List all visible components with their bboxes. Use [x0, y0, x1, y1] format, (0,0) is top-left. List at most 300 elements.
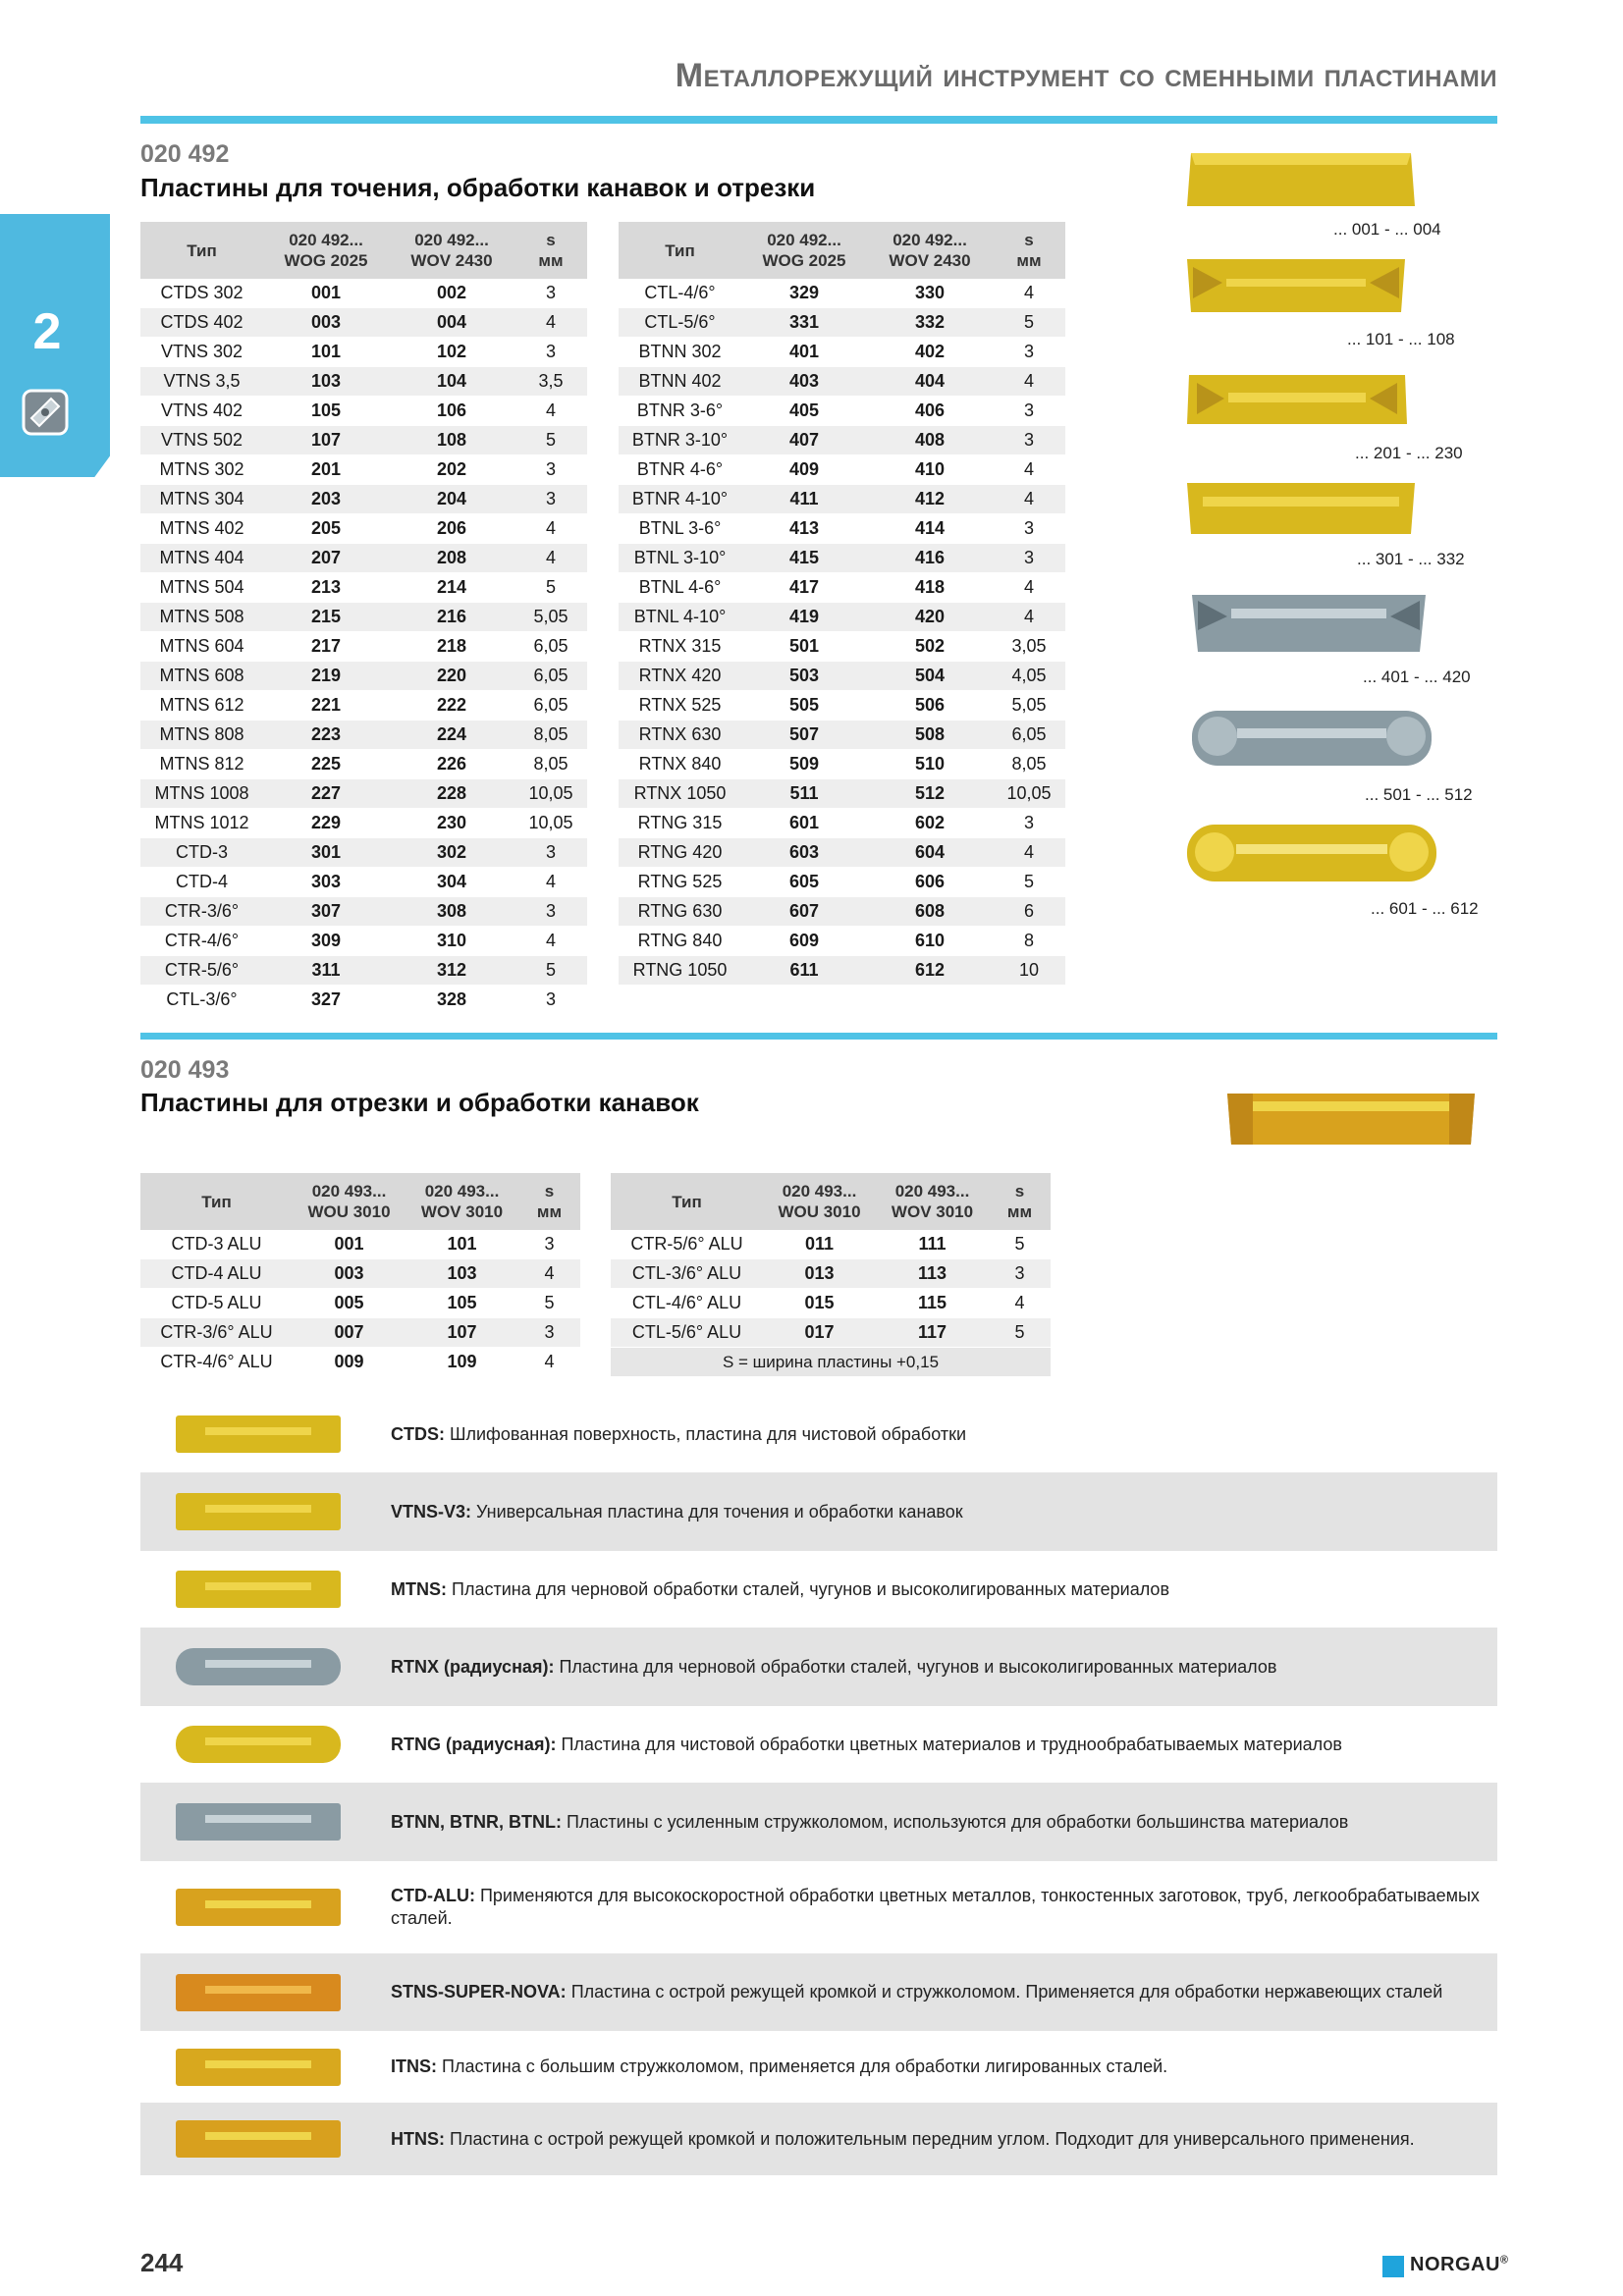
s-cell: 5: [989, 1230, 1051, 1259]
s-cell: 5: [989, 1318, 1051, 1348]
brand-name: NORGAU: [1410, 2254, 1500, 2275]
insert-type-name: CTD-ALU:: [391, 1885, 475, 1905]
table-row: [140, 1348, 580, 1377]
insert-image-ctds: [1183, 149, 1419, 210]
s-cell: 5: [993, 868, 1065, 897]
table-row: [619, 603, 1065, 632]
table-row: [619, 455, 1065, 485]
code-cell-2: 202: [389, 455, 514, 485]
insert-type-description: Пластина с большим стружколомом, применяется для обработки лигированных сталей.: [437, 2056, 1168, 2076]
code-cell-2: 102: [389, 338, 514, 367]
table-row: [140, 750, 587, 779]
type-cell: VTNS 3,5: [140, 367, 263, 397]
code-cell-1: 603: [741, 838, 867, 868]
s-cell: 10,05: [993, 779, 1065, 809]
code-cell-1: 405: [741, 397, 867, 426]
code-cell-2: 408: [867, 426, 993, 455]
header-rule: [140, 116, 1497, 124]
col-code-2: 020 493... WOV 3010: [406, 1173, 518, 1230]
code-cell-2: 414: [867, 514, 993, 544]
code-cell-1: 611: [741, 956, 867, 986]
code-cell-1: 307: [263, 897, 389, 927]
type-cell: BTNL 4-10°: [619, 603, 741, 632]
code-cell-2: 302: [389, 838, 514, 868]
s-cell: 3: [514, 338, 587, 367]
table-row: [140, 838, 587, 868]
s-cell: 4: [514, 397, 587, 426]
code-cell-1: 001: [293, 1230, 406, 1259]
table-row: [611, 1318, 1051, 1348]
s-cell: 3: [993, 338, 1065, 367]
type-cell: RTNG 315: [619, 809, 741, 838]
table-row: [619, 897, 1065, 927]
type-cell: VTNS 302: [140, 338, 263, 367]
table-row: [619, 779, 1065, 809]
s-cell: 4: [993, 603, 1065, 632]
code-cell-2: 105: [406, 1289, 518, 1318]
insert-type-description: Пластина с острой режущей кромкой и стружколомом. Применяется для обработки нержавеющих сталей: [566, 1982, 1443, 2002]
code-cell-1: 331: [741, 308, 867, 338]
col-s: s мм: [514, 222, 587, 279]
type-cell: CTL-5/6°: [619, 308, 741, 338]
code-cell-2: 216: [389, 603, 514, 632]
code-cell-1: 227: [263, 779, 389, 809]
section1-table-left: [140, 222, 587, 1015]
code-cell-2: 330: [867, 279, 993, 308]
type-cell: BTNN 302: [619, 338, 741, 367]
s-cell: 3: [993, 514, 1065, 544]
table-row: [140, 868, 587, 897]
type-cell: CTL-3/6° ALU: [611, 1259, 763, 1289]
table-row: [140, 897, 587, 927]
s-cell: 8,05: [993, 750, 1065, 779]
col-type: Тип: [140, 222, 263, 279]
col-s: s мм: [993, 222, 1065, 279]
table-row: [140, 544, 587, 573]
type-cell: BTNL 3-10°: [619, 544, 741, 573]
table-row: [140, 956, 587, 986]
type-cell: MTNS 604: [140, 632, 263, 662]
code-cell-1: 009: [293, 1348, 406, 1377]
description-row: [140, 1860, 1497, 1953]
code-cell-2: 304: [389, 868, 514, 897]
s-cell: 3: [989, 1259, 1051, 1289]
code-cell-1: 005: [293, 1289, 406, 1318]
table-row: [619, 308, 1065, 338]
code-cell-1: 225: [263, 750, 389, 779]
insert-type-name: RTNX (радиусная):: [391, 1656, 555, 1677]
type-cell: CTD-5 ALU: [140, 1289, 293, 1318]
code-cell-1: 415: [741, 544, 867, 573]
s-cell: 8,05: [514, 750, 587, 779]
description-text: [391, 1981, 1481, 2003]
code-cell-2: 606: [867, 868, 993, 897]
code-cell-2: 214: [389, 573, 514, 603]
s-cell: 4: [514, 544, 587, 573]
insert-label: ... 601 - ... 612: [1371, 899, 1479, 918]
description-text: [391, 1578, 1481, 1601]
code-cell-1: 409: [741, 455, 867, 485]
code-cell-1: 011: [763, 1230, 876, 1259]
insert-type-name: HTNS:: [391, 2128, 445, 2149]
description-text: [391, 2128, 1481, 2151]
insert-image-btn: [1188, 587, 1430, 656]
section1-title: Пластины для точения, обработки канавок и отрезки: [140, 173, 816, 202]
insert-image-ctd: [1183, 479, 1419, 538]
insert-type-description: Пластина для черновой обработки сталей, чугунов и высоколигированных материалов: [554, 1656, 1277, 1677]
code-cell-2: 512: [867, 779, 993, 809]
type-cell: MTNS 608: [140, 662, 263, 691]
brand-logo-text: [1410, 2254, 1509, 2276]
description-row: [140, 1472, 1497, 1551]
type-cell: CTD-4: [140, 868, 263, 897]
type-cell: BTNR 4-10°: [619, 485, 741, 514]
s-cell: 4: [514, 514, 587, 544]
s-cell: 10,05: [514, 809, 587, 838]
s-cell: 4: [993, 455, 1065, 485]
insert-type-name: CTDS:: [391, 1423, 445, 1444]
code-cell-2: 410: [867, 455, 993, 485]
type-cell: CTDS 402: [140, 308, 263, 338]
insert-image-rtng: [1183, 817, 1440, 889]
code-cell-1: 411: [741, 485, 867, 514]
s-cell: 5,05: [514, 603, 587, 632]
code-cell-2: 418: [867, 573, 993, 603]
code-cell-1: 609: [741, 927, 867, 956]
code-cell-2: 220: [389, 662, 514, 691]
code-cell-2: 310: [389, 927, 514, 956]
type-cell: RTNG 840: [619, 927, 741, 956]
insert-type-description: Применяются для высокоскоростной обработки цветных металлов, тонкостенных заготовок, труб, легкообрабатываемых сталей.: [391, 1885, 1480, 1928]
table-row: [619, 367, 1065, 397]
col-code-2: 020 493... WOV 3010: [876, 1173, 989, 1230]
table-row: [140, 1289, 580, 1318]
code-cell-1: 505: [741, 691, 867, 721]
table-header-row: [611, 1173, 1051, 1230]
description-row: [140, 1551, 1497, 1628]
description-text: [391, 1501, 1481, 1523]
insert-type-description: Пластина для черновой обработки сталей, чугунов и высоколигированных материалов: [447, 1578, 1170, 1599]
s-cell: 5,05: [993, 691, 1065, 721]
type-cell: CTDS 302: [140, 279, 263, 308]
table-row: [140, 485, 587, 514]
code-cell-1: 107: [263, 426, 389, 455]
code-cell-2: 230: [389, 809, 514, 838]
s-cell: 3: [514, 986, 587, 1015]
table-row: [619, 632, 1065, 662]
table-row: [619, 956, 1065, 986]
table-row: [140, 279, 587, 308]
code-cell-1: 013: [763, 1259, 876, 1289]
s-cell: 8,05: [514, 721, 587, 750]
table-row: [140, 1318, 580, 1348]
table-row: [611, 1289, 1051, 1318]
col-code-1: 020 493... WOU 3010: [763, 1173, 876, 1230]
description-text: [391, 1656, 1481, 1679]
code-cell-2: 106: [389, 397, 514, 426]
insert-thumbnail: [170, 1883, 347, 1932]
code-cell-2: 206: [389, 514, 514, 544]
code-cell-1: 309: [263, 927, 389, 956]
table-row: [140, 721, 587, 750]
code-cell-1: 329: [741, 279, 867, 308]
s-cell: 3: [993, 809, 1065, 838]
insert-label: ... 201 - ... 230: [1355, 444, 1463, 462]
code-cell-2: 004: [389, 308, 514, 338]
table-row: [140, 779, 587, 809]
code-cell-2: 222: [389, 691, 514, 721]
insert-image-vtns: [1183, 253, 1409, 318]
width-note: S = ширина пластины +0,15: [611, 1348, 1051, 1377]
insert-thumbnail: [170, 2043, 347, 2092]
type-cell: MTNS 402: [140, 514, 263, 544]
insert-label: ... 101 - ... 108: [1347, 330, 1455, 348]
code-cell-1: 403: [741, 367, 867, 397]
table-row: [140, 1259, 580, 1289]
code-cell-1: 507: [741, 721, 867, 750]
code-cell-2: 115: [876, 1289, 989, 1318]
section-divider: [140, 1033, 1497, 1040]
table-row: [140, 927, 587, 956]
code-cell-2: 104: [389, 367, 514, 397]
code-cell-2: 608: [867, 897, 993, 927]
s-cell: 4: [989, 1289, 1051, 1318]
type-cell: MTNS 304: [140, 485, 263, 514]
code-cell-1: 221: [263, 691, 389, 721]
insert-image-rtnx: [1186, 703, 1437, 774]
table-row: [619, 426, 1065, 455]
code-cell-1: 511: [741, 779, 867, 809]
type-cell: RTNG 525: [619, 868, 741, 897]
s-cell: 3: [514, 455, 587, 485]
code-cell-2: 510: [867, 750, 993, 779]
code-cell-2: 224: [389, 721, 514, 750]
insert-thumbnail: [170, 1410, 347, 1459]
insert-thumbnail: [170, 1968, 347, 2017]
table-row: [140, 397, 587, 426]
code-cell-1: 407: [741, 426, 867, 455]
code-cell-2: 208: [389, 544, 514, 573]
code-cell-1: 213: [263, 573, 389, 603]
insert-thumbnail: [170, 1487, 347, 1536]
table-row: [619, 838, 1065, 868]
insert-label: ... 001 - ... 004: [1333, 220, 1441, 239]
code-cell-1: 503: [741, 662, 867, 691]
type-cell: CTL-3/6°: [140, 986, 263, 1015]
table-row: [619, 662, 1065, 691]
table-row: [619, 514, 1065, 544]
type-cell: CTR-3/6° ALU: [140, 1318, 293, 1348]
code-cell-2: 332: [867, 308, 993, 338]
s-cell: 4,05: [993, 662, 1065, 691]
type-cell: CTL-4/6°: [619, 279, 741, 308]
code-cell-1: 303: [263, 868, 389, 897]
type-cell: RTNG 420: [619, 838, 741, 868]
code-cell-2: 412: [867, 485, 993, 514]
col-type: Тип: [619, 222, 741, 279]
s-cell: 6,05: [993, 721, 1065, 750]
insert-type-name: ITNS:: [391, 2056, 437, 2076]
s-cell: 4: [993, 485, 1065, 514]
table-row: [619, 279, 1065, 308]
code-cell-2: 406: [867, 397, 993, 426]
code-cell-2: 113: [876, 1259, 989, 1289]
type-cell: RTNG 630: [619, 897, 741, 927]
code-cell-1: 223: [263, 721, 389, 750]
code-cell-1: 413: [741, 514, 867, 544]
code-cell-2: 109: [406, 1348, 518, 1377]
col-type: Тип: [140, 1173, 293, 1230]
s-cell: 3: [514, 485, 587, 514]
type-cell: RTNX 840: [619, 750, 741, 779]
s-cell: 4: [514, 868, 587, 897]
code-cell-1: 101: [263, 338, 389, 367]
type-cell: MTNS 508: [140, 603, 263, 632]
chapter-number: 2: [32, 303, 62, 360]
s-cell: 3: [518, 1318, 580, 1348]
type-cell: RTNX 420: [619, 662, 741, 691]
s-cell: 8: [993, 927, 1065, 956]
description-text: [391, 2056, 1481, 2078]
insert-thumbnail: [170, 2114, 347, 2163]
col-type: Тип: [611, 1173, 763, 1230]
code-cell-2: 508: [867, 721, 993, 750]
type-cell: MTNS 404: [140, 544, 263, 573]
table-row: [619, 397, 1065, 426]
brand-trademark: ®: [1499, 2254, 1509, 2267]
s-cell: 4: [514, 308, 587, 338]
code-cell-2: 228: [389, 779, 514, 809]
insert-type-description: Шлифованная поверхность, пластина для чистовой обработки: [445, 1423, 967, 1444]
table-row: [140, 367, 587, 397]
s-cell: 6,05: [514, 662, 587, 691]
code-cell-2: 612: [867, 956, 993, 986]
section2-title: Пластины для отрезки и обработки канавок: [140, 1088, 699, 1117]
type-cell: CTR-5/6° ALU: [611, 1230, 763, 1259]
description-row: [140, 2103, 1497, 2175]
s-cell: 6,05: [514, 691, 587, 721]
table-row: [619, 338, 1065, 367]
type-cell: CTL-4/6° ALU: [611, 1289, 763, 1318]
code-cell-1: 509: [741, 750, 867, 779]
type-cell: VTNS 402: [140, 397, 263, 426]
s-cell: 4: [514, 927, 587, 956]
code-cell-1: 601: [741, 809, 867, 838]
s-cell: 3: [993, 426, 1065, 455]
type-cell: CTR-3/6°: [140, 897, 263, 927]
code-cell-2: 506: [867, 691, 993, 721]
code-cell-1: 419: [741, 603, 867, 632]
col-code-1: 020 492... WOG 2025: [741, 222, 867, 279]
insert-thumbnail: [170, 1720, 347, 1769]
table-row: [619, 868, 1065, 897]
table-row: [611, 1259, 1051, 1289]
insert-type-name: MTNS:: [391, 1578, 447, 1599]
insert-thumbnail: [170, 1797, 347, 1846]
code-cell-2: 328: [389, 986, 514, 1015]
s-cell: 6,05: [514, 632, 587, 662]
type-cell: CTR-4/6° ALU: [140, 1348, 293, 1377]
table-row: [140, 809, 587, 838]
type-cell: CTR-5/6°: [140, 956, 263, 986]
insert-type-description: Пластина для чистовой обработки цветных материалов и труднообрабатываемых материалов: [556, 1734, 1342, 1754]
col-code-1: 020 493... WOU 3010: [293, 1173, 406, 1230]
code-cell-2: 416: [867, 544, 993, 573]
type-cell: BTNR 3-10°: [619, 426, 741, 455]
col-code-2: 020 492... WOV 2430: [389, 222, 514, 279]
type-cell: MTNS 504: [140, 573, 263, 603]
type-cell: RTNX 1050: [619, 779, 741, 809]
type-cell: MTNS 1012: [140, 809, 263, 838]
table-row: [140, 662, 587, 691]
code-cell-2: 502: [867, 632, 993, 662]
code-cell-1: 001: [263, 279, 389, 308]
section2-table-right: [611, 1173, 1051, 1377]
code-cell-1: 311: [263, 956, 389, 986]
code-cell-2: 226: [389, 750, 514, 779]
code-cell-2: 604: [867, 838, 993, 868]
table-row: [140, 691, 587, 721]
code-cell-1: 003: [263, 308, 389, 338]
s-cell: 5: [514, 426, 587, 455]
code-cell-2: 108: [389, 426, 514, 455]
s-cell: 5: [514, 956, 587, 986]
page-header-title: Металлорежущий инструмент со сменными пластинами: [675, 57, 1497, 94]
code-cell-1: 203: [263, 485, 389, 514]
section2-table-left: [140, 1173, 580, 1377]
code-cell-2: 602: [867, 809, 993, 838]
code-cell-2: 101: [406, 1230, 518, 1259]
code-cell-2: 204: [389, 485, 514, 514]
table-header-row: [140, 1173, 580, 1230]
insert-label: ... 301 - ... 332: [1357, 550, 1465, 568]
code-cell-1: 219: [263, 662, 389, 691]
description-text: [391, 1734, 1481, 1756]
code-cell-1: 207: [263, 544, 389, 573]
table-row: [619, 573, 1065, 603]
table-header-row: [140, 222, 587, 279]
insert-type-description: Универсальная пластина для точения и обработки канавок: [471, 1501, 963, 1522]
description-row: [140, 1706, 1497, 1783]
code-cell-1: 327: [263, 986, 389, 1015]
code-cell-1: 205: [263, 514, 389, 544]
code-cell-1: 217: [263, 632, 389, 662]
code-cell-1: 007: [293, 1318, 406, 1348]
insert-image-mtns: [1183, 369, 1411, 430]
s-cell: 10: [993, 956, 1065, 986]
type-cell: BTNL 4-6°: [619, 573, 741, 603]
s-cell: 4: [993, 367, 1065, 397]
type-cell: CTR-4/6°: [140, 927, 263, 956]
type-cell: RTNX 315: [619, 632, 741, 662]
table-row: [619, 544, 1065, 573]
insert-type-name: STNS-SUPER-NOVA:: [391, 1982, 567, 2002]
type-cell: MTNS 302: [140, 455, 263, 485]
table-row: [619, 485, 1065, 514]
code-cell-1: 401: [741, 338, 867, 367]
type-cell: BTNR 3-6°: [619, 397, 741, 426]
col-code-1: 020 492... WOG 2025: [263, 222, 389, 279]
s-cell: 4: [518, 1259, 580, 1289]
type-cell: MTNS 808: [140, 721, 263, 750]
code-cell-2: 504: [867, 662, 993, 691]
description-row: [140, 2031, 1497, 2103]
code-cell-2: 308: [389, 897, 514, 927]
table-note-row: [611, 1348, 1051, 1377]
code-cell-1: 201: [263, 455, 389, 485]
code-cell-2: 312: [389, 956, 514, 986]
code-cell-1: 301: [263, 838, 389, 868]
